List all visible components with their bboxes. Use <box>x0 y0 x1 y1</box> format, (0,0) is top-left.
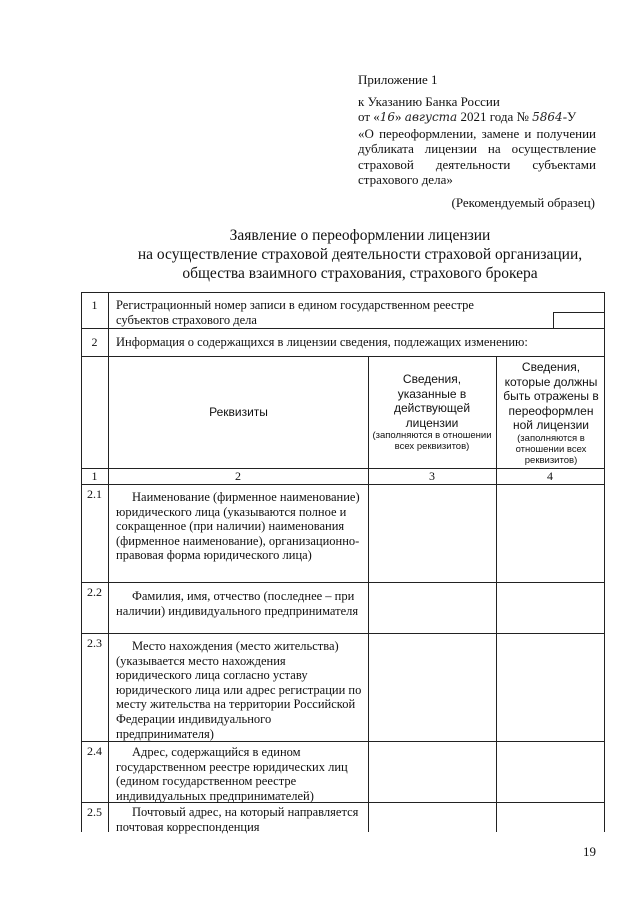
current-value-field[interactable] <box>369 742 496 802</box>
row-number: 2.4 <box>87 744 102 758</box>
row-number: 2.3 <box>87 636 102 650</box>
header-current-license <box>372 372 492 452</box>
requisite-name: Почтовый адрес, на который направляется почтовая корреспонденция <box>116 805 359 834</box>
title-line-2: на осуществление страховой деятельности страховой организации, <box>137 246 583 263</box>
new-value-field[interactable] <box>497 803 604 832</box>
title-line-3: общества взаимного страхования, страхового брокера <box>182 265 538 282</box>
requisite-name: Наименование (фирменное наименование) юридического лица (указываются полное и сокращенное (при наличии) наименования (фирменное наименование), организационно-правовая форма юридического лица) <box>116 490 360 563</box>
document-title <box>100 226 620 283</box>
header-current-main: Сведения, указанные в действующей лицензии <box>393 372 471 430</box>
recommended-sample-note: (Рекомендуемый образец) <box>451 195 595 210</box>
header-reissued-license <box>500 360 602 466</box>
subject-line-3: страховой деятельности субъектами <box>358 156 596 172</box>
subject-line-1: «О переоформлении, замене и получении <box>358 125 596 141</box>
header-reissued-note: (заполняются в отношении всех реквизитов) <box>515 432 587 466</box>
date-year: 2021 года № <box>460 109 529 124</box>
doc-number: 5864 <box>532 110 563 124</box>
new-value-field[interactable] <box>497 742 604 802</box>
requisite-name: Место нахождения (место жительства) (указывается место нахождения юридического лица согласно уставу юридического лица или адрес регистрации по месту жительства на территории Российской Федерации индивидуального предпринимателя) <box>116 639 362 741</box>
new-value-field[interactable] <box>497 485 604 582</box>
column-number: 2 <box>235 469 241 483</box>
requisite-name: Фамилия, имя, отчество (последнее – при наличии) индивидуального предпринимателя <box>116 589 359 618</box>
appendix-date-line <box>358 109 596 126</box>
date-mid: » <box>395 109 402 124</box>
title-line-1: Заявление о переоформлении лицензии <box>229 227 491 244</box>
doc-suffix: -У <box>562 109 577 124</box>
row-number: 2.2 <box>87 585 102 599</box>
row-number: 2 <box>91 335 98 349</box>
appendix-to-line: к Указанию Банка России <box>358 93 500 109</box>
date-day: 16 <box>379 110 396 124</box>
header-current-note: (заполняются в отношении всех реквизитов) <box>372 430 492 453</box>
appendix-title: Приложение 1 <box>358 72 438 87</box>
hline <box>81 356 605 357</box>
hline <box>81 328 605 329</box>
column-number: 3 <box>429 469 435 483</box>
header-reissued-main: Сведения, которые должны быть отражены в переоформлен ной лицензии <box>503 360 599 433</box>
requisite-name: Адрес, содержащийся в едином государственном реестре юридических лиц (едином государственном реестре индивидуальных предпринимателей) <box>116 745 348 803</box>
current-value-field[interactable] <box>369 803 496 832</box>
subject-line-2: дубликата лицензии на осуществление <box>358 141 596 156</box>
row-number: 2.1 <box>87 487 102 501</box>
vline <box>604 292 605 832</box>
row-number: 2.5 <box>87 805 102 819</box>
registration-number-field[interactable] <box>554 313 604 328</box>
column-number: 1 <box>91 469 98 483</box>
current-value-field[interactable] <box>369 583 496 633</box>
appendix-block <box>358 72 596 188</box>
page-number: 19 <box>583 844 596 859</box>
new-value-field[interactable] <box>497 634 604 741</box>
date-prefix: от « <box>358 109 380 124</box>
subject-line-4: страхового дела» <box>358 172 453 187</box>
hline <box>81 292 605 293</box>
date-month: августа <box>404 110 458 124</box>
new-value-field[interactable] <box>497 583 604 633</box>
row-number: 1 <box>91 298 98 312</box>
current-value-field[interactable] <box>369 634 496 741</box>
column-number: 4 <box>547 469 553 483</box>
changes-info-label: Информация о содержащихся в лицензии сведения, подлежащих изменению: <box>116 335 528 349</box>
registration-number-label: Регистрационный номер записи в едином государственном реестре субъектов страхового дела <box>116 298 474 327</box>
vline <box>108 292 109 832</box>
header-requisites: Реквизиты <box>209 405 268 419</box>
current-value-field[interactable] <box>369 485 496 582</box>
